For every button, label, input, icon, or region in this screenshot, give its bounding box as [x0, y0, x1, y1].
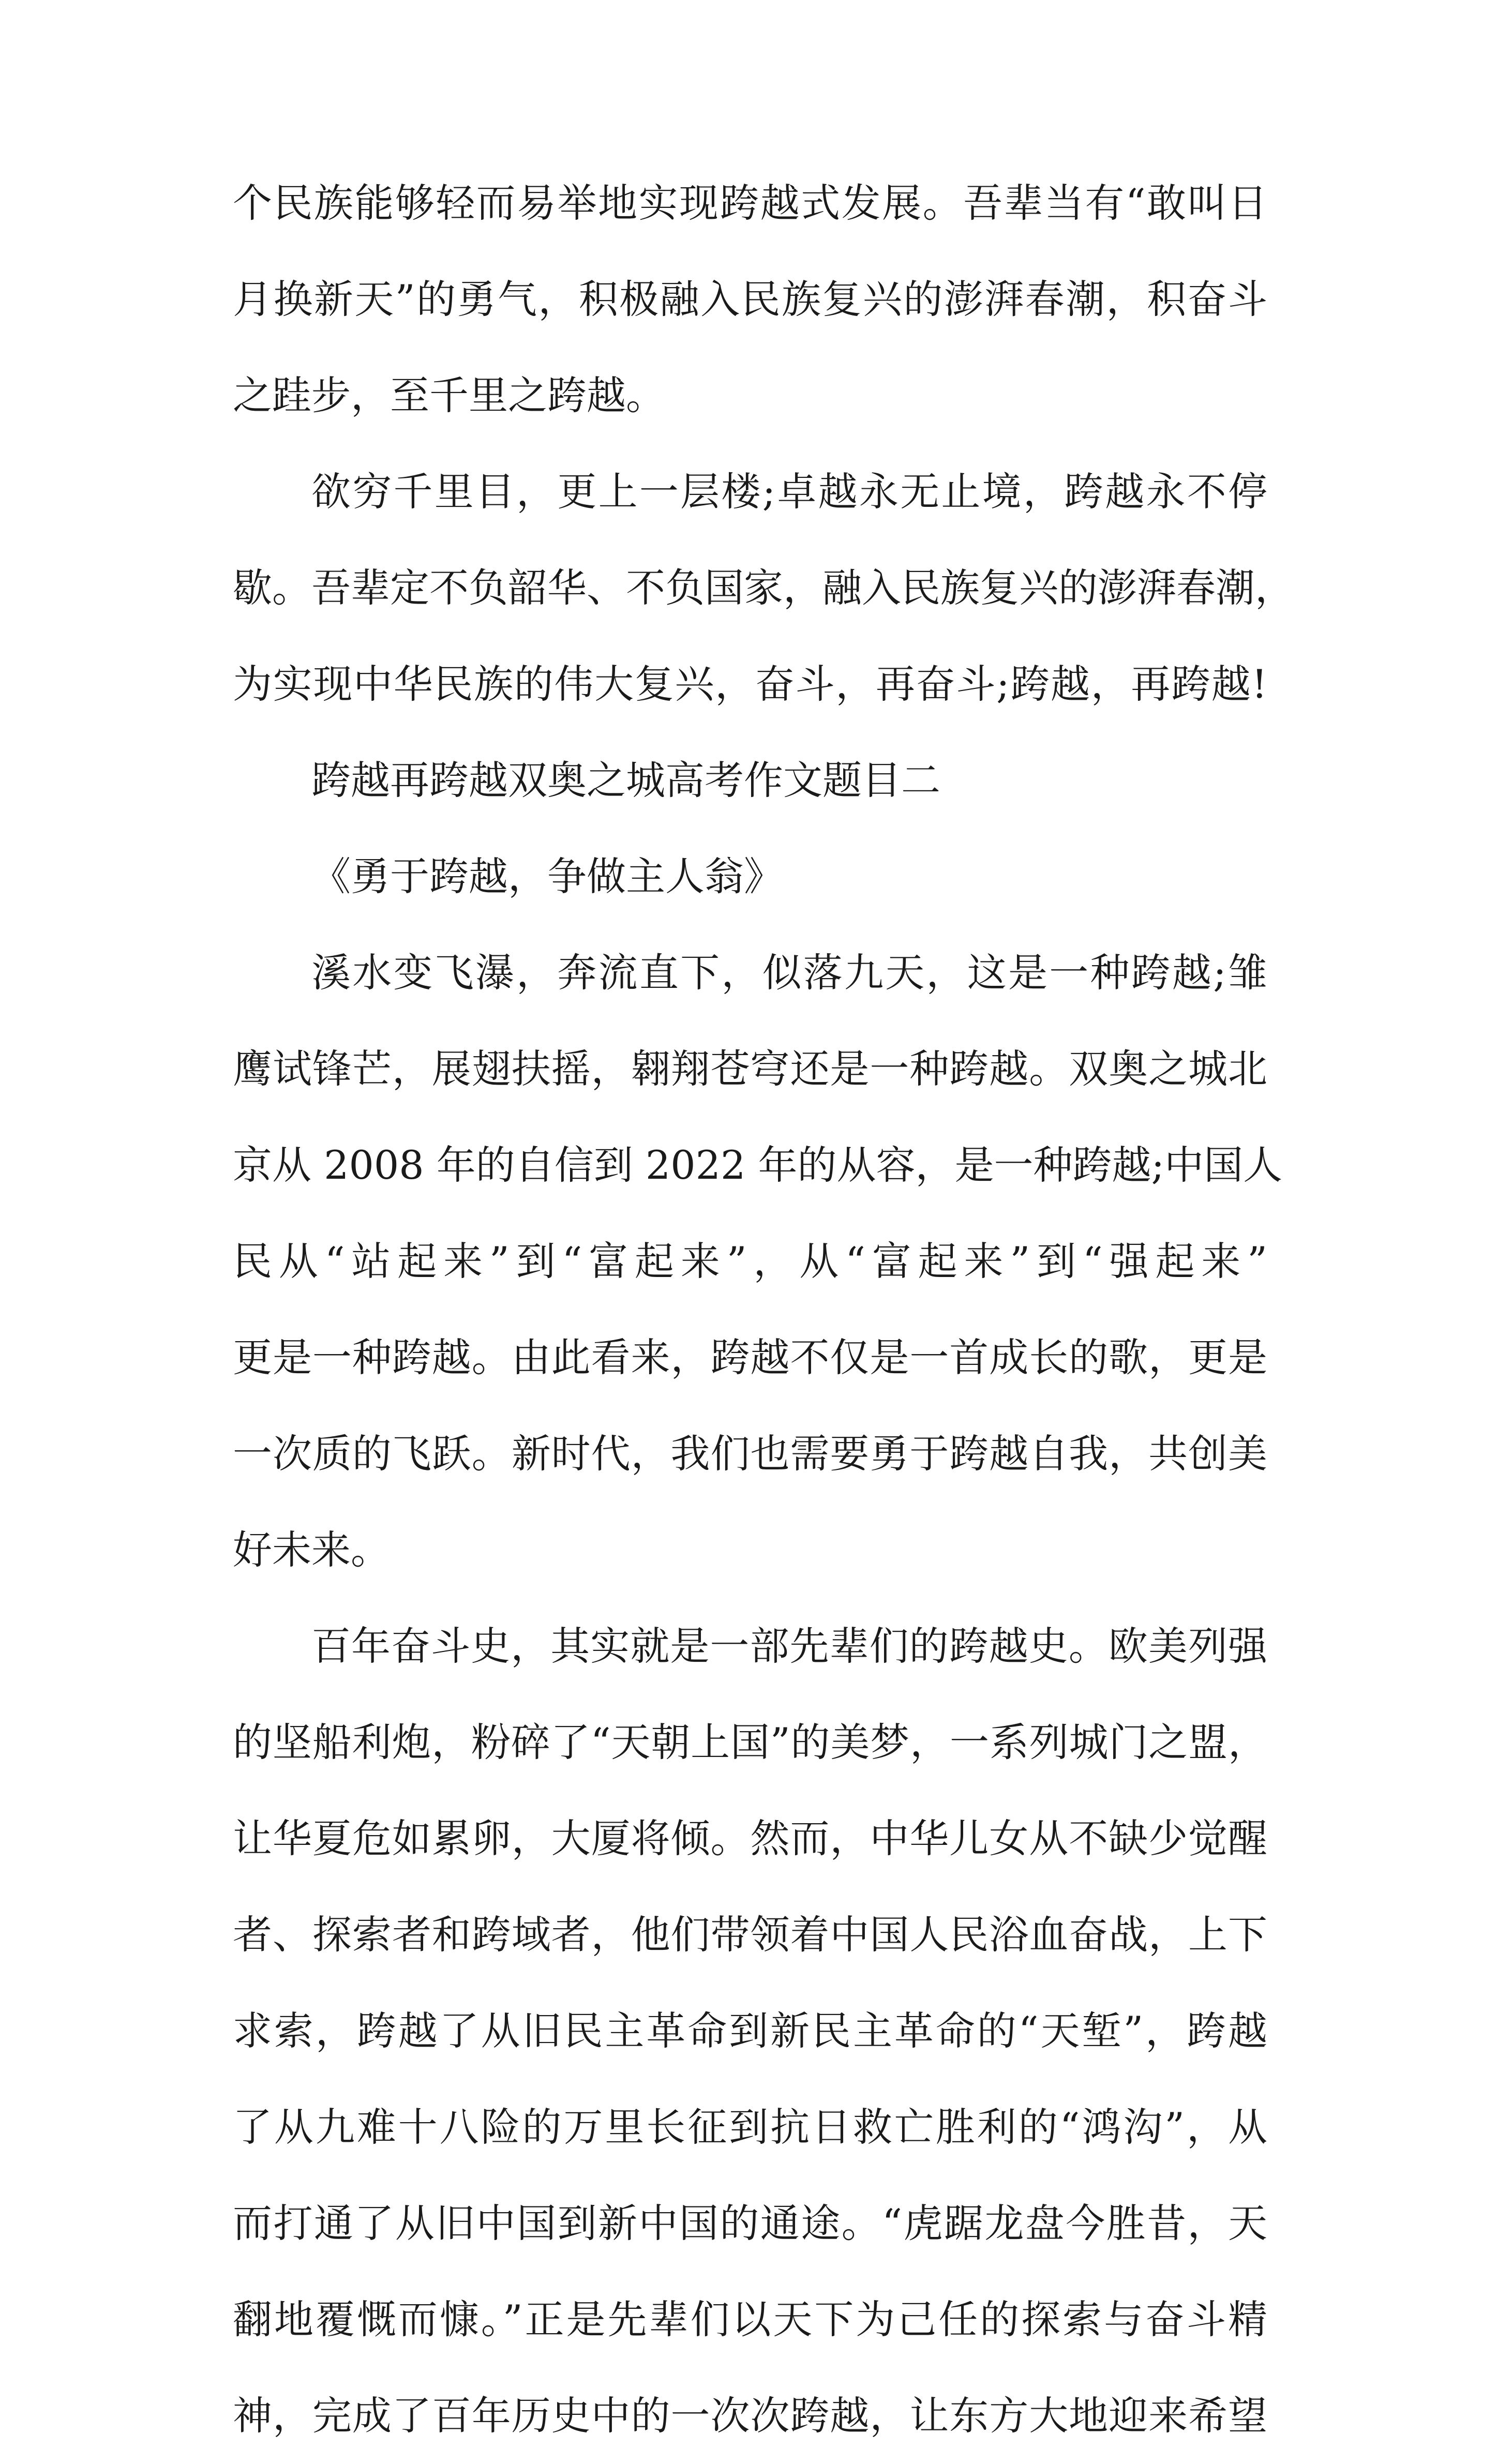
text-line: 而打通了从旧中国到新中国的通途。“虎踞龙盘今胜昔，天	[233, 2200, 1267, 2246]
text-line: 个民族能够轻而易举地实现跨越式发展。吾辈当有“敢叫日	[233, 180, 1267, 226]
paragraph-first-line: 欲穷千里目，更上一层楼;卓越永无止境，跨越永不停	[311, 469, 1267, 515]
essay-heading: 跨越再跨越双奥之城高考作文题目二	[311, 757, 940, 803]
text-line: 了从九难十八险的万里长征到抗日救亡胜利的“鸿沟”，从	[233, 2104, 1267, 2150]
text-line: 歇。吾辈定不负韶华、不负国家，融入民族复兴的澎湃春潮，	[233, 565, 1294, 611]
text-line: 鹰试锋芒，展翅扶摇，翱翔苍穹还是一种跨越。双奥之城北	[233, 1046, 1267, 1092]
text-line: 之跬步，至千里之跨越。	[233, 372, 665, 418]
essay-title: 《勇于跨越，争做主人翁》	[311, 853, 783, 899]
paragraph-first-line: 溪水变飞瀑，奔流直下，似落九天，这是一种跨越;雏	[311, 950, 1267, 996]
text-line: 更是一种跨越。由此看来，跨越不仅是一首成长的歌，更是	[233, 1334, 1267, 1380]
text-line: 翻地覆慨而慷。”正是先辈们以天下为己任的探索与奋斗精	[233, 2296, 1267, 2342]
text-line: 神，完成了百年历史中的一次次跨越，让东方大地迎来希望	[233, 2393, 1267, 2439]
text-line: 好未来。	[233, 1527, 390, 1573]
text-line: 一次质的飞跃。新时代，我们也需要勇于跨越自我，共创美	[233, 1431, 1267, 1477]
text-line: 求索，跨越了从旧民主革命到新民主革命的“天堑”，跨越	[233, 2008, 1267, 2054]
text-line: 民从“站起来”到“富起来”，从“富起来”到“强起来”	[233, 1238, 1267, 1284]
text-line: 为实现中华民族的伟大复兴，奋斗，再奋斗;跨越，再跨越!	[233, 661, 1267, 707]
text-line: 月换新天”的勇气，积极融入民族复兴的澎湃春潮，积奋斗	[233, 276, 1267, 322]
document-body	[233, 155, 1294, 2464]
text-line: 让华夏危如累卵，大厦将倾。然而，中华儿女从不缺少觉醒	[233, 1815, 1267, 1861]
text-line: 京从 2008 年的自信到 2022 年的从容，是一种跨越;中国人	[233, 1142, 1283, 1188]
text-line: 者、探索者和跨域者，他们带领着中国人民浴血奋战，上下	[233, 1912, 1267, 1958]
paragraph-first-line: 百年奋斗史，其实就是一部先辈们的跨越史。欧美列强	[311, 1623, 1267, 1669]
text-line: 的坚船利炮，粉碎了“天朝上国”的美梦，一系列城门之盟，	[233, 1719, 1267, 1765]
